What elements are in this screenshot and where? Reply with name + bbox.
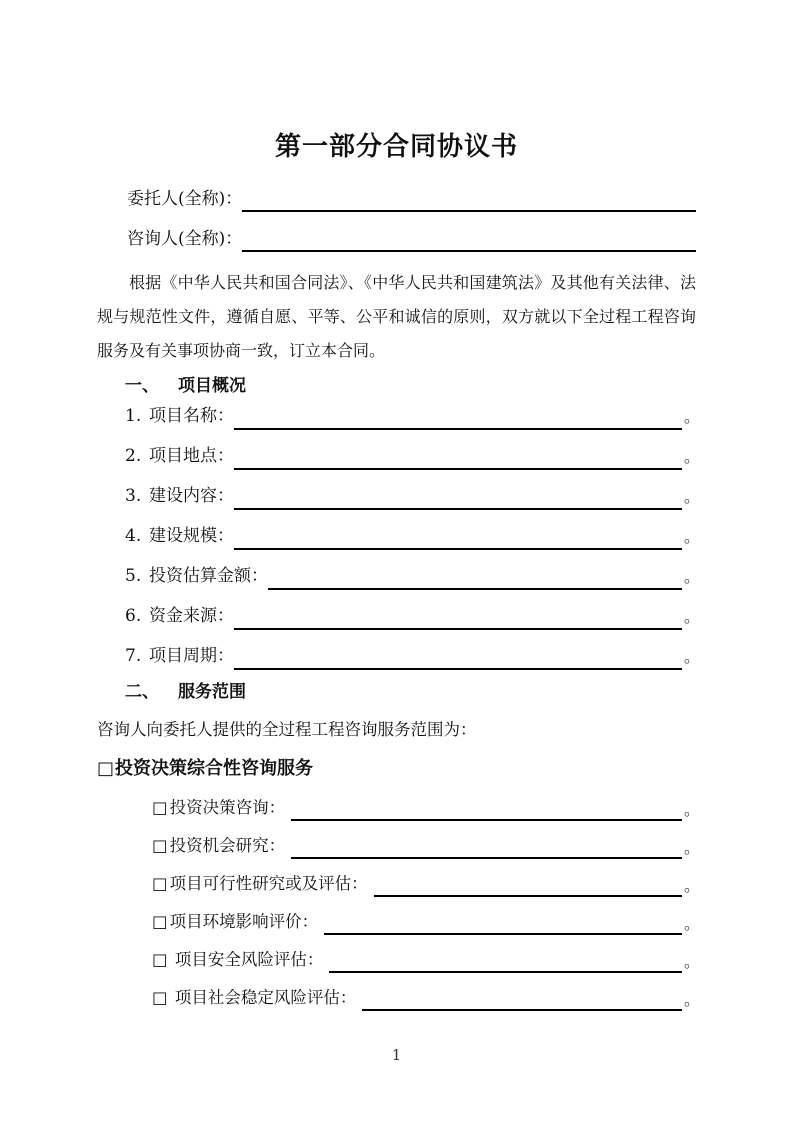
construction-scale-label: 建设规模： — [149, 526, 234, 546]
checkbox-icon: □ — [152, 988, 168, 1007]
project-location-label: 项目地点： — [149, 446, 234, 466]
section-1-heading — [125, 374, 696, 398]
social-stability-risk-assessment-label: 项目社会稳定风险评估： — [169, 988, 357, 1007]
investment-opportunity-research-label: 投资机会研究： — [169, 836, 286, 855]
consultant-name-blank-line — [242, 226, 696, 252]
client-name-label: 委托人(全称)： — [127, 189, 243, 209]
document-title: 第一部分合同协议书 — [274, 132, 518, 162]
investment-estimate-row — [125, 562, 701, 590]
environmental-impact-assessment-label: 项目环境影响评价： — [169, 912, 319, 931]
project-location-blank-line — [234, 442, 682, 470]
investment-estimate-label: 投资估算金额： — [149, 566, 268, 586]
feasibility-study-label: 项目可行性研究或及评估： — [169, 874, 368, 893]
section-2-number: 二、 — [125, 682, 159, 702]
investment-opportunity-research-row — [152, 833, 701, 859]
blank-end-mark: 。 — [684, 800, 701, 819]
section-1-number: 一、 — [125, 376, 159, 396]
blank-end-mark: 。 — [684, 447, 701, 466]
group-header-label: 投资决策综合性咨询服务 — [115, 758, 314, 779]
client-name-row — [127, 186, 696, 212]
blank-end-mark: 。 — [684, 607, 701, 626]
blank-end-mark: 。 — [684, 487, 701, 506]
checkbox-icon: □ — [152, 912, 168, 931]
investment-decision-consulting-label: 投资决策咨询： — [169, 798, 286, 817]
investment-decision-consulting-blank-line — [291, 795, 682, 821]
environmental-impact-assessment-blank-line — [324, 909, 682, 935]
section-2-heading — [125, 680, 696, 704]
page-number: 1 — [391, 1046, 402, 1064]
item-number: 2. — [125, 446, 142, 466]
project-period-row — [125, 642, 701, 670]
project-name-row — [125, 402, 701, 430]
section-1-title: 项目概况 — [178, 376, 246, 396]
social-stability-risk-assessment-row — [152, 985, 701, 1011]
blank-end-mark: 。 — [684, 647, 701, 666]
checkbox-icon: □ — [152, 950, 168, 969]
investment-consulting-group-header — [97, 756, 696, 782]
blank-end-mark: 。 — [684, 527, 701, 546]
consultant-name-label: 咨询人(全称)： — [127, 229, 243, 249]
project-name-label: 项目名称： — [149, 406, 234, 426]
construction-content-label: 建设内容： — [149, 486, 234, 506]
client-name-blank-line — [242, 186, 696, 212]
blank-end-mark: 。 — [684, 990, 701, 1009]
project-location-row — [125, 442, 701, 470]
checkbox-icon: □ — [152, 798, 168, 817]
construction-content-row — [125, 482, 701, 510]
feasibility-study-blank-line — [374, 871, 682, 897]
section-2-title: 服务范围 — [178, 682, 246, 702]
funding-source-label: 资金来源： — [149, 606, 234, 626]
checkbox-icon: □ — [152, 836, 168, 855]
project-name-blank-line — [234, 402, 682, 430]
funding-source-row — [125, 602, 701, 630]
item-number: 5. — [125, 566, 142, 586]
feasibility-study-row — [152, 871, 701, 897]
item-number: 1. — [125, 406, 142, 426]
construction-content-blank-line — [234, 482, 682, 510]
preamble-paragraph: 根据《中华人民共和国合同法》、《中华人民共和国建筑法》及其他有关法律、法规与规范性文件，遵循自愿、平等、公平和诚信的原则，双方就以下全过程工程咨询服务及有关事项协商一致，订立本合同。 — [97, 273, 696, 360]
investment-estimate-blank-line — [268, 562, 682, 590]
item-number: 4. — [125, 526, 142, 546]
social-stability-risk-assessment-blank-line — [362, 985, 682, 1011]
project-period-label: 项目周期： — [149, 646, 234, 666]
blank-end-mark: 。 — [684, 407, 701, 426]
checkbox-icon: □ — [97, 758, 115, 779]
blank-end-mark: 。 — [684, 567, 701, 586]
blank-end-mark: 。 — [684, 876, 701, 895]
blank-end-mark: 。 — [684, 914, 701, 933]
funding-source-blank-line — [234, 602, 682, 630]
project-period-blank-line — [234, 642, 682, 670]
blank-end-mark: 。 — [684, 952, 701, 971]
consultant-name-row — [127, 226, 696, 252]
safety-risk-assessment-row — [152, 947, 701, 973]
investment-decision-consulting-row — [152, 795, 701, 821]
item-number: 3. — [125, 486, 142, 506]
investment-opportunity-research-blank-line — [291, 833, 682, 859]
construction-scale-blank-line — [234, 522, 682, 550]
safety-risk-assessment-blank-line — [329, 947, 682, 973]
construction-scale-row — [125, 522, 701, 550]
checkbox-icon: □ — [152, 874, 168, 893]
safety-risk-assessment-label: 项目安全风险评估： — [169, 950, 324, 969]
environmental-impact-assessment-row — [152, 909, 701, 935]
blank-end-mark: 。 — [684, 838, 701, 857]
service-scope-intro: 咨询人向委托人提供的全过程工程咨询服务范围为： — [97, 720, 477, 739]
item-number: 7. — [125, 646, 142, 666]
item-number: 6. — [125, 606, 142, 626]
